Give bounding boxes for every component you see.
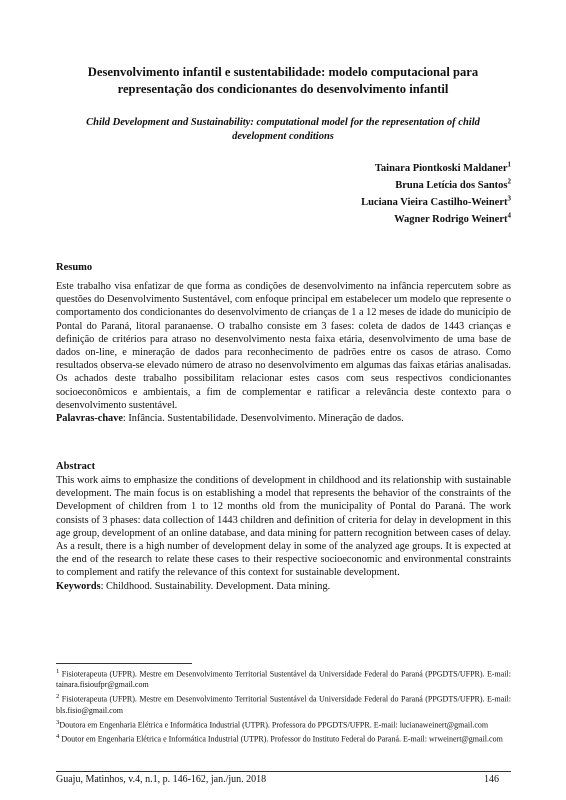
journal-citation: Guaju, Matinhos, v.4, n.1, p. 146-162, jan./jun. 2018 — [56, 774, 267, 785]
abstract-text: This work aims to emphasize the conditions of development in childhood and its relationship with sustainable development. The main focus is on establishing a model that represents the behavior of the constraints of the Development of children from 1 to 12 months old from the municipality of Pontal do Paraná. The work consists of 3 phases: data collection of 1443 children and definition of criteria for delay in development in this age group, development of an online database, and data mining for pattern recognition between cases of delay. As a result, there is a high number of development delay in some of the analyzed age groups. It is expected at the end of the research to relate these cases to their respective socioeconomic and environmental constraints to complement and ratify the relevance of this context for sustainable development. Keywords: Childhood. Sustainability. Development. Data mining. — [56, 475, 511, 592]
keywords-text: : Infância. Sustentabilidade. Desenvolvimento. Mineração de dados. — [122, 413, 404, 425]
keywords-text: : Childhood. Sustainability. Development. Data mining. — [100, 580, 331, 592]
footnote-mark: 3 — [507, 194, 511, 203]
footnote: $^3$Doutora em Engenharia Elétrica e Informática Industrial (UTPR). Professora do PPGDTS/UFPR. E-mail: lucianaweinert@gmail.com — [56, 718, 489, 730]
author: Tainara Piontkoski Maldaner$^1$ — [374, 160, 511, 174]
resumo-heading: Resumo — [56, 262, 93, 273]
footnote-divider — [56, 663, 192, 664]
title-line-1: Desenvolvimento infantil e sustentabilidade: modelo computacional para — [87, 65, 479, 79]
english-title — [56, 116, 510, 144]
keywords-label: Keywords — [56, 580, 101, 592]
footnote-mark: 2 — [507, 177, 511, 186]
title-line-2: representação dos condicionantes do desenvolvimento infantil — [117, 82, 449, 96]
author: Bruna Letícia dos Santos$^2$ — [395, 177, 511, 191]
author: Wagner Rodrigo Weinert$^4$ — [394, 211, 511, 225]
footer-divider — [56, 771, 511, 772]
footnote: $^4$ Doutor em Engenharia Elétrica e Informática Industrial (UTPR). Professor do Instituto Federal do Paraná. E-mail: wrweinert@gmail.com — [56, 733, 503, 745]
page-footer — [56, 774, 511, 785]
english-title-line-2: development conditions — [232, 131, 334, 142]
english-title-line-1: Child Development and Sustainability: computational model for the representation of child — [86, 117, 480, 128]
footnote-mark: 4 — [507, 211, 511, 220]
footnote: $^1$ Fisioterapeuta (UFPR). Mestre em Desenvolvimento Territorial Sustentável da Universidade Federal do Paraná (PPGDTS/UFPR). E-mail: tainara.fisioufpr@gmail.com — [56, 668, 511, 690]
resumo-text: Este trabalho visa enfatizar de que forma as condições de desenvolvimento na infância repercutem sobre as questões do Desenvolvimento Sustentável, com enfoque principal em estabelecer um modelo que represente o comportamento dos condicionantes do desenvolvimento de crianças de 1 a 12 meses de idade do município de Pontal do Paraná, litoral paranaense. O trabalho consiste em 3 fases: coleta de dados de 1443 crianças e definição de critérios para atraso no desenvolvimento nesta faixa etária, desenvolvimento de uma base de dados on-line, e mineração de dados para reconhecimento de padrões entre os casos de atraso. Como resultados observa-se elevado número de atraso no desenvolvimento em algumas das faixas etárias analisadas. Os achados deste trabalho possibilitam relacionar estes casos com seus respectivos condicionantes socioeconômicos e ambientais, a fim de complementar e ratificar a relevância deste contexto para o desenvolvimento sustentável. Palavras-chave: Infância. Sustentabilidade. Desenvolvimento. Mineração de dados. — [56, 281, 511, 425]
page-number: 146 — [484, 774, 499, 785]
author: Luciana Vieira Castilho-Weinert$^3$ — [361, 194, 511, 208]
keywords-label: Palavras-chave — [56, 413, 123, 425]
author-list — [361, 160, 511, 228]
footnotes — [56, 667, 511, 747]
footnote: $^2$ Fisioterapeuta (UFPR). Mestre em Desenvolvimento Territorial Sustentável da Universidade Federal do Paraná (PPGDTS/UFPR). E-mail: bls.fisio@gmail.com — [56, 693, 511, 715]
paper-title — [56, 64, 510, 98]
abstract-heading: Abstract — [56, 461, 96, 472]
footnote-mark: 1 — [507, 160, 511, 169]
